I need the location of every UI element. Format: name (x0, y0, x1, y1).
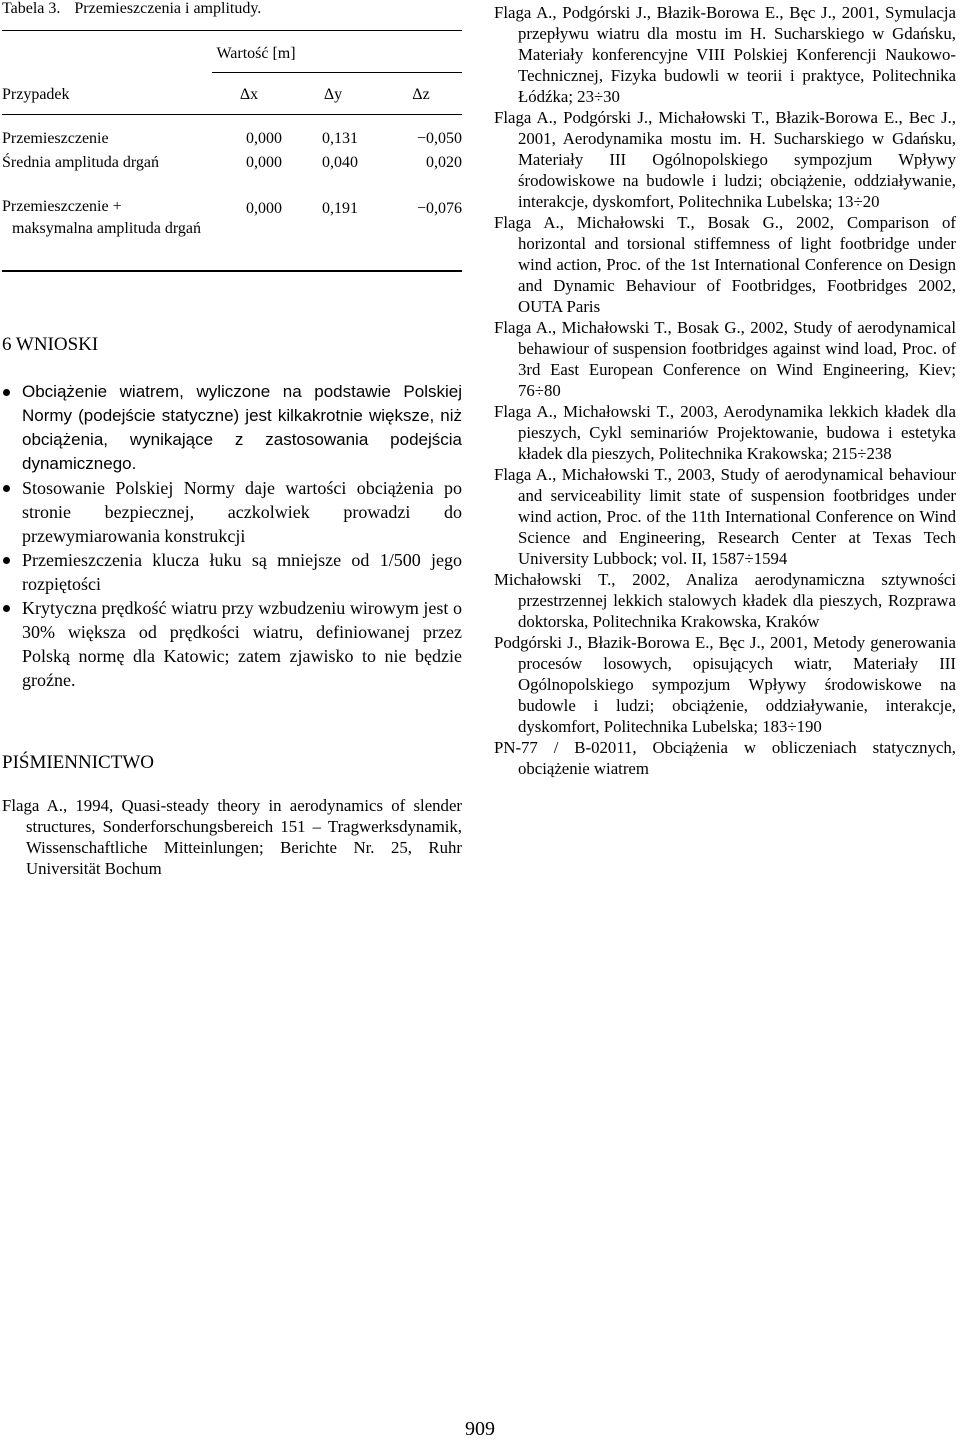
reference-item: PN-77 / B-02011, Obciążenia w obliczeniach statycznych, obciążenie wiatrem (494, 738, 956, 778)
table-col-dz: Δz (412, 86, 430, 103)
list-item (2, 476, 462, 548)
table-col-dx: Δx (239, 86, 259, 103)
table-row-header: Przypadek (2, 86, 70, 103)
reference-item: Flaga A., Michałowski T., Bosak G., 2002, Comparison of horizontal and torsional stiffemness of light footbridge under wind action, Proc. of the 1st International Conference on Design and Dynamic Behaviour of Footbridges, Footbridges 2002, OUTA Paris (494, 213, 956, 316)
page-number: 909 (465, 1418, 495, 1440)
section-heading-conclusions: 6 WNIOSKI (2, 334, 99, 355)
bullet-icon (3, 557, 10, 564)
reference-item: Flaga A., Michałowski T., Bosak G., 2002, Study of aerodynamical behawiour of suspension footbridges against wind load, Proc. of 3rd East European Conference on Wind Engineering, Kiev; 76÷80 (494, 318, 956, 400)
table-row-3-case: Przemieszczenie + maksymalna amplituda drgań (2, 198, 201, 237)
reference-item: Michałowski T., 2002, Analiza aerodynamiczna sztywności przestrzennej lekkich stalowych kładek dla pieszych, Rozprawa doktorska, Politechnika Krakowska, Kraków (494, 570, 956, 631)
table-title: Przemieszczenia i amplitudy. (74, 0, 262, 17)
table-row-1-dy: 0,131 (322, 130, 358, 147)
reference-item: Flaga A., Michałowski T., 2003, Study of aerodynamical behaviour and serviceability limit state of suspension footbridges under wind action, Proc. of the 11th International Conference on Wind Science and Engineering, Research Center at Texas Tech University Lubbock; vol. II, 1587÷1594 (494, 465, 956, 568)
reference-item: Flaga A., Michałowski T., 2003, Aerodynamika lekkich kładek dla pieszych, Cykl seminariów Projektowanie, budowa i estetyka kładek dla pieszych, Politechnika Krakowska; 215÷238 (494, 402, 956, 463)
list-item-text: Obciążenie wiatrem, wyliczone na podstawie Polskiej Normy (podejście statyczne) jest kilkakrotnie większe, niż obciążenia, wynikające z zastosowania podejścia dynamicznego. (22, 382, 462, 473)
table-top-rule (2, 30, 462, 31)
table-col-dy: Δy (323, 86, 343, 103)
table-row-2-case: Średnia amplituda drgań (2, 154, 159, 171)
table-group-rule (212, 72, 462, 73)
reference-item: Podgórski J., Błazik-Borowa E., Bęc J., 2001, Metody generowania procesów losowych, opisujących wiatr, Materiały III Ogólnopolskiego sympozjum Wpływy środowiskowe na budowle i ludzi; obciążenie, oddziaływanie, interakcje, dyskomfort, Politechnika Lubelska; 183÷190 (494, 633, 956, 736)
reference-list-left (2, 795, 462, 879)
bullet-icon (3, 389, 10, 396)
conclusions-list (2, 380, 462, 692)
bullet-icon (3, 605, 10, 612)
table-row-1-case: Przemieszczenie (2, 130, 109, 147)
table-caption (2, 0, 261, 18)
table-row-2-dy: 0,040 (322, 154, 358, 171)
reference-item: Flaga A., 1994, Quasi-steady theory in aerodynamics of slender structures, Sonderforschungsbereich 151 – Tragwerksdynamik, Wissenschaftliche Mitteinlungen; Berichte Nr. 25, Ruhr Universität Bochum (2, 796, 462, 878)
list-item-text: Przemieszczenia klucza łuku są mniejsze od 1/500 jego rozpiętości (22, 550, 462, 594)
list-item-text: Stosowanie Polskiej Normy daje wartości obciążenia po stronie bezpiecznej, aczkolwiek prowadzi do przewymiarowania konstrukcji (22, 478, 462, 546)
list-item-text: Krytyczna prędkość wiatru przy wzbudzeniu wirowym jest o 30% większa od prędkości wiatru, definiowanej przez Polską normę dla Katowic; zatem zjawisko to nie będzie groźne. (22, 598, 462, 690)
table-row-2-dx: 0,000 (246, 154, 282, 171)
table-row-1-dx: 0,000 (246, 130, 282, 147)
table-bottom-rule (2, 270, 462, 272)
section-heading-bibliography: PIŚMIENNICTWO (2, 752, 154, 773)
reference-list-right (494, 2, 956, 779)
reference-item: Flaga A., Podgórski J., Błazik-Borowa E., Bęc J., 2001, Symulacja przepływu wiatru dla mostu im H. Sucharskiego w Gdańsku, Materiały konferencyjne VIII Polskiej Konferencji Naukowo-Technicznej, Fizyka budowli w teorii i praktyce, Politechnika Łódźka; 23÷30 (494, 3, 956, 106)
table-group-header: Wartość [m] (216, 45, 296, 62)
list-item (2, 596, 462, 692)
table-header-rule (2, 114, 462, 115)
table-row-3-dz: −0,076 (416, 200, 462, 217)
bullet-icon (3, 485, 10, 492)
table-row-3-dx: 0,000 (246, 200, 282, 217)
table-row-1-dz: −0,050 (416, 130, 462, 147)
table-row-2-dz: 0,020 (426, 154, 462, 171)
table-row-3-dy: 0,191 (322, 200, 358, 217)
list-item (2, 380, 462, 476)
reference-item: Flaga A., Podgórski J., Michałowski T., Błazik-Borowa E., Bec J., 2001, Aerodynamika mostu im. H. Sucharskiego w Gdańsku, Materiały III Ogólnopolskiego sympozjum Wpływy środowiskowe na budowle i ludzi; obciążenie, oddziaływanie, interakcje, dyskomfort, Politechnika Lubelska; 13÷20 (494, 108, 956, 211)
table-label: Tabela 3. (2, 0, 61, 17)
list-item (2, 548, 462, 596)
